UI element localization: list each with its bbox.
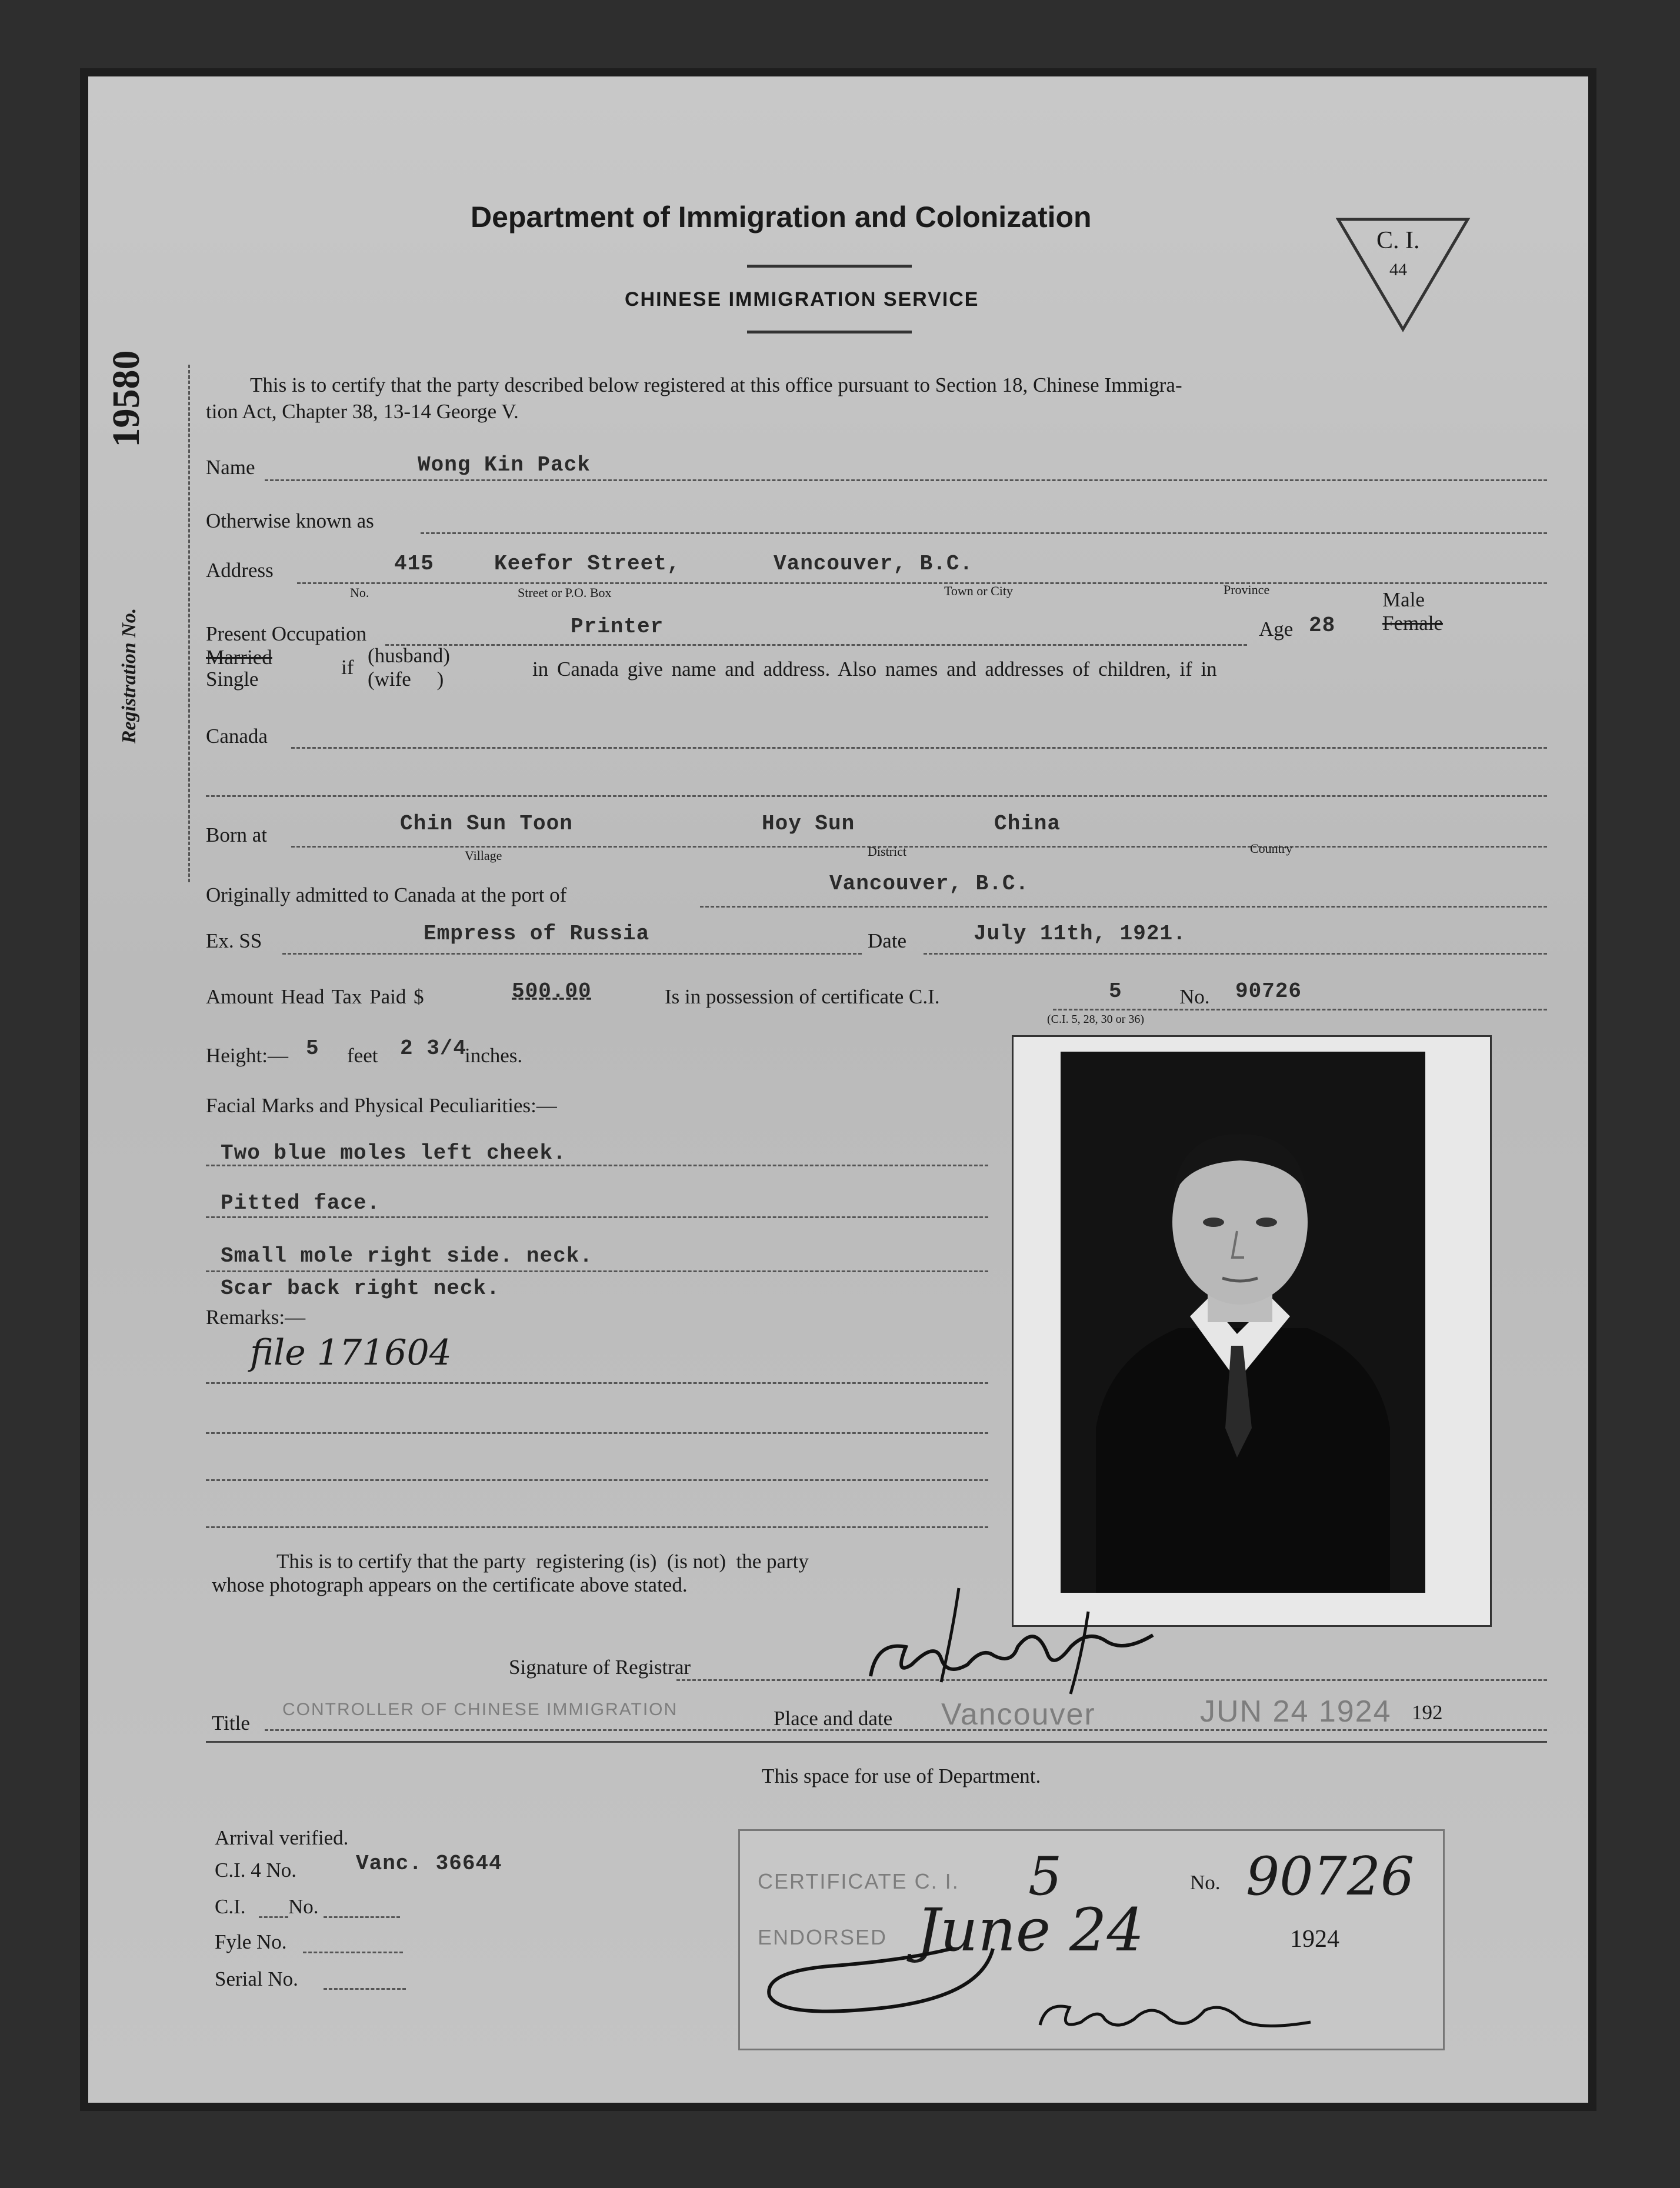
remarks-line-4 <box>206 1526 988 1528</box>
registration-certificate <box>88 76 1588 2103</box>
height-label: Height:— <box>206 1044 288 1067</box>
place-label: Place and date <box>774 1707 893 1730</box>
address-city: Vancouver, B.C. <box>774 552 974 576</box>
form-code-bottom: 44 <box>1389 260 1407 279</box>
canada-instruction: in Canada give name and address. Also names and addresses of children, if in <box>532 658 1217 681</box>
arrival-verified: Arrival verified. <box>215 1826 349 1849</box>
ship-value: Empress of Russia <box>424 922 650 946</box>
title-label: Title <box>212 1712 250 1735</box>
otherwise-label: Otherwise known as <box>206 509 374 532</box>
endorsed-year: 1924 <box>1290 1926 1339 1953</box>
single-label: Single <box>206 668 259 691</box>
ci-sub: (C.I. 5, 28, 30 or 36) <box>1047 1013 1144 1026</box>
document-frame <box>88 76 1588 2103</box>
name-line <box>265 479 1547 481</box>
born-sub-country: Country <box>1250 841 1293 856</box>
remarks-label: Remarks:— <box>206 1306 306 1329</box>
cert-label: CERTIFICATE C. I. <box>758 1869 959 1893</box>
port-label: Originally admitted to Canada at the port of <box>206 883 567 906</box>
date-stamp: JUN 24 1924 <box>1200 1695 1392 1729</box>
occupation-label: Present Occupation <box>206 622 367 645</box>
cert-ci-value: 5 <box>1028 1846 1062 1907</box>
facial-line-3 <box>206 1270 988 1272</box>
sex-female: Female <box>1382 612 1444 635</box>
portrait-photo <box>1061 1052 1425 1593</box>
remarks-value: file 171604 <box>250 1332 452 1373</box>
born-country: China <box>994 812 1061 836</box>
possession-label: Is in possession of certificate C.I. <box>665 985 940 1008</box>
born-label: Born at <box>206 823 268 846</box>
ci-no-label: No. <box>1179 985 1210 1008</box>
certify-line-1: This is to certify that the party registering (is) (is not) the party <box>276 1550 809 1573</box>
height-inches: 2 3/4 <box>400 1036 467 1060</box>
address-sub-no: No. <box>350 585 369 600</box>
address-sub-city: Town or City <box>944 583 1014 598</box>
photograph-mount <box>1012 1035 1492 1627</box>
registration-side-rule <box>188 365 190 882</box>
height-feet: 5 <box>306 1036 319 1060</box>
certify-line-2: whose photograph appears on the certificate above stated. <box>212 1573 688 1596</box>
certificate-endorsement-box <box>738 1829 1445 2050</box>
canada-line <box>291 747 1547 749</box>
canada-label: Canada <box>206 725 268 748</box>
remarks-line-2 <box>206 1432 988 1434</box>
wife-label: (wife ) <box>368 668 444 691</box>
remarks-line-3 <box>206 1479 988 1481</box>
occupation-line <box>385 644 1247 646</box>
married-label: Married <box>206 646 272 669</box>
address-label: Address <box>206 559 274 582</box>
born-village: Chin Sun Toon <box>400 812 573 836</box>
feet-label: feet <box>347 1044 378 1067</box>
cert-no-value: 90726 <box>1246 1846 1415 1907</box>
address-street: Keefor Street, <box>494 552 681 576</box>
age-value: 28 <box>1309 613 1336 638</box>
facial-mark-4: Scar back right neck. <box>221 1276 500 1300</box>
fyle-line <box>303 1952 403 1953</box>
name-value: Wong Kin Pack <box>418 453 591 477</box>
facial-line-2 <box>206 1216 988 1218</box>
ci-no-label-bottom: No. <box>288 1895 319 1918</box>
title-line <box>265 1729 1547 1731</box>
cert-no-label: No. <box>1190 1871 1221 1894</box>
year-suffix: 192 <box>1412 1701 1443 1724</box>
sex-male: Male <box>1382 588 1425 611</box>
date-label: Date <box>868 929 907 952</box>
endorsed-date: June 24 <box>916 1896 1145 1964</box>
address-sub-street: Street or P.O. Box <box>518 585 612 600</box>
canada-line-2 <box>206 795 1547 797</box>
date-value: July 11th, 1921. <box>974 922 1186 946</box>
address-number: 415 <box>394 552 434 576</box>
registrar-signature <box>859 1576 1165 1706</box>
facial-label: Facial Marks and Physical Peculiarities:— <box>206 1094 557 1117</box>
ci-no-value: 90726 <box>1235 979 1302 1003</box>
service-title: CHINESE IMMIGRATION SERVICE <box>625 288 979 311</box>
ci4-value: Vanc. 36644 <box>356 1852 502 1876</box>
if-word: if <box>341 656 354 679</box>
facial-mark-3: Small mole right side. neck. <box>221 1244 593 1268</box>
header-rule-bottom <box>747 331 912 333</box>
signature-label: Signature of Registrar <box>509 1656 691 1679</box>
form-code-top: C. I. <box>1376 227 1420 254</box>
born-sub-village: Village <box>465 848 502 863</box>
ci-line-b <box>324 1916 400 1918</box>
born-sub-district: District <box>868 844 906 859</box>
serial-label: Serial No. <box>215 1967 298 1990</box>
ship-label: Ex. SS <box>206 929 262 952</box>
endorsed-label: ENDORSED <box>758 1925 888 1949</box>
headtax-label: Amount Head Tax Paid $ <box>206 985 424 1008</box>
title-rule <box>206 1741 1547 1743</box>
department-title: Department of Immigration and Colonization <box>471 201 1092 234</box>
inches-label: inches. <box>465 1044 523 1067</box>
age-label: Age <box>1259 618 1294 641</box>
portrait-figure <box>1061 1052 1425 1593</box>
place-value: Vancouver <box>941 1697 1096 1732</box>
remarks-line-1 <box>206 1382 988 1384</box>
occupation-value: Printer <box>571 615 664 639</box>
header-rule-top <box>747 265 912 268</box>
facial-mark-1: Two blue moles left cheek. <box>221 1141 566 1165</box>
born-line <box>291 846 1547 848</box>
facial-line-1 <box>206 1165 988 1166</box>
intro-line-2: tion Act, Chapter 38, 13-14 George V. <box>206 400 519 423</box>
possession-line <box>1053 1009 1547 1010</box>
ci4-label: C.I. 4 No. <box>215 1859 297 1882</box>
registration-label: Registration No. <box>118 608 140 744</box>
ci-label: C.I. <box>215 1895 246 1918</box>
fyle-label: Fyle No. <box>215 1930 287 1953</box>
port-line <box>700 906 1547 908</box>
ci-value: 5 <box>1109 979 1122 1003</box>
ship-line <box>282 953 862 955</box>
born-district: Hoy Sun <box>762 812 855 836</box>
title-value: CONTROLLER OF CHINESE IMMIGRATION <box>282 1700 678 1719</box>
address-line <box>297 582 1547 584</box>
department-space: This space for use of Department. <box>762 1765 1041 1787</box>
husband-label: (husband) <box>368 644 450 667</box>
ci-line-a <box>259 1916 288 1918</box>
serial-line <box>324 1988 406 1990</box>
port-value: Vancouver, B.C. <box>829 872 1029 896</box>
registration-number: 19580 <box>105 350 148 448</box>
name-label: Name <box>206 456 255 479</box>
facial-mark-2: Pitted face. <box>221 1191 381 1215</box>
date-line <box>924 953 1547 955</box>
intro-line-1: This is to certify that the party described below registered at this office pursuant to Section 18, Chinese Immigra- <box>250 373 1182 396</box>
headtax-value: 500.00 <box>512 979 592 1003</box>
address-sub-province: Province <box>1224 582 1270 597</box>
endorsement-signature <box>1034 1978 1316 2049</box>
otherwise-line <box>421 532 1547 534</box>
